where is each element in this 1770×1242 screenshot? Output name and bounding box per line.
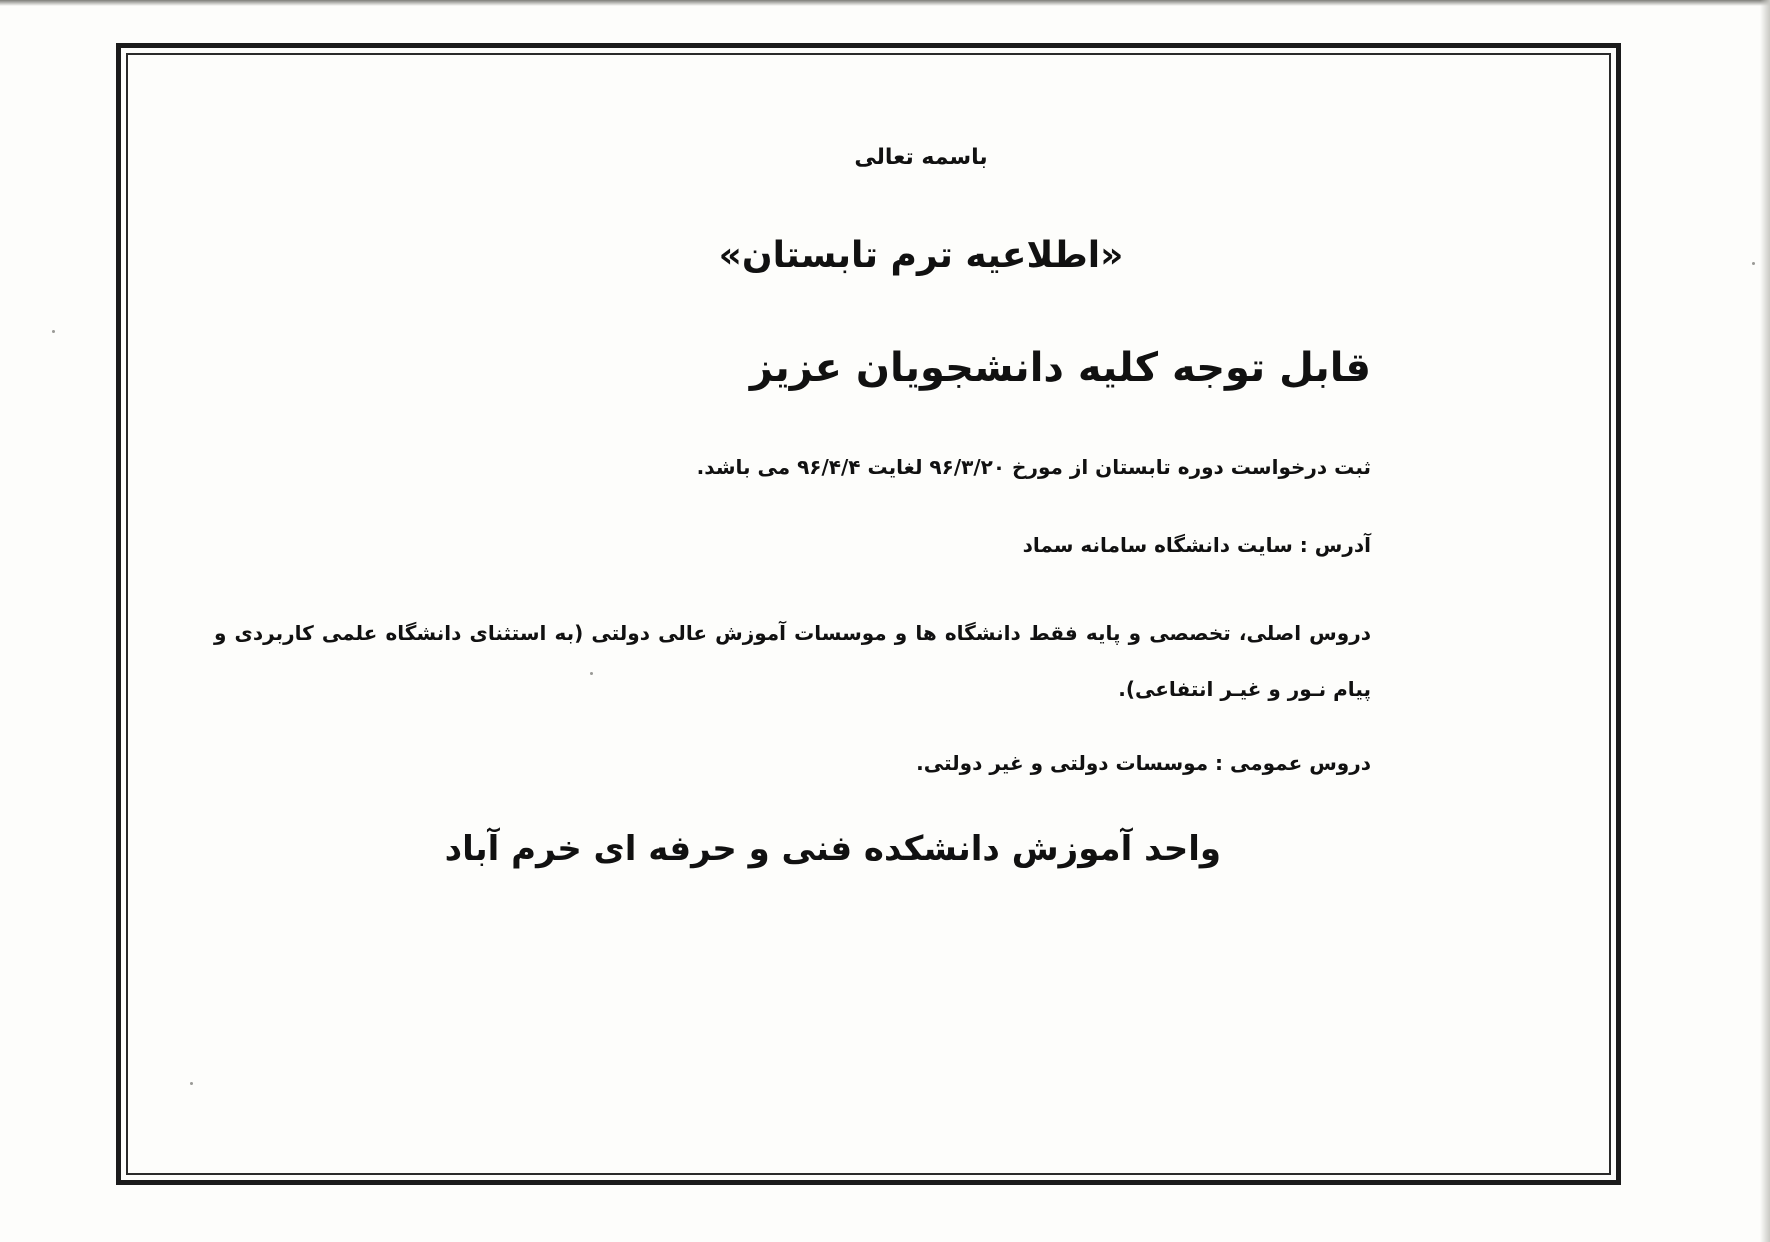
scan-speck [190, 1082, 193, 1085]
main-courses-paragraph: دروس اصلی، تخصصی و پایه فقط دانشگاه ها و موسسات آموزش عالی دولتی (به استثنای دانشگاه علمی کاربردی و پیام نـور و غیـر انتفاعی). [214, 621, 1371, 701]
scan-speck [590, 672, 593, 675]
address-paragraph: آدرس : سایت دانشگاه سامانه سماد [1022, 533, 1371, 557]
scan-speck [1752, 262, 1755, 265]
greeting-line: قابل توجه کلیه دانشجویان عزیز [749, 345, 1371, 391]
scan-top-shadow [0, 0, 1770, 6]
scan-speck [52, 330, 55, 333]
blessing-heading: باسمه تعالی [854, 145, 988, 170]
issuer-signature-line: واحد آموزش دانشکده فنی و حرفه ای خرم آباد [444, 829, 1221, 869]
registration-period-paragraph: ثبت درخواست دوره تابستان از مورخ ۹۶/۳/۲۰ لغایت ۹۶/۴/۴ می باشد. [696, 455, 1371, 479]
scan-right-edge [1760, 0, 1770, 1242]
notice-title: «اطلاعیه ترم تابستان» [718, 235, 1124, 276]
general-courses-paragraph: دروس عمومی : موسسات دولتی و غیر دولتی. [916, 751, 1371, 775]
notice-content [126, 53, 1611, 1175]
